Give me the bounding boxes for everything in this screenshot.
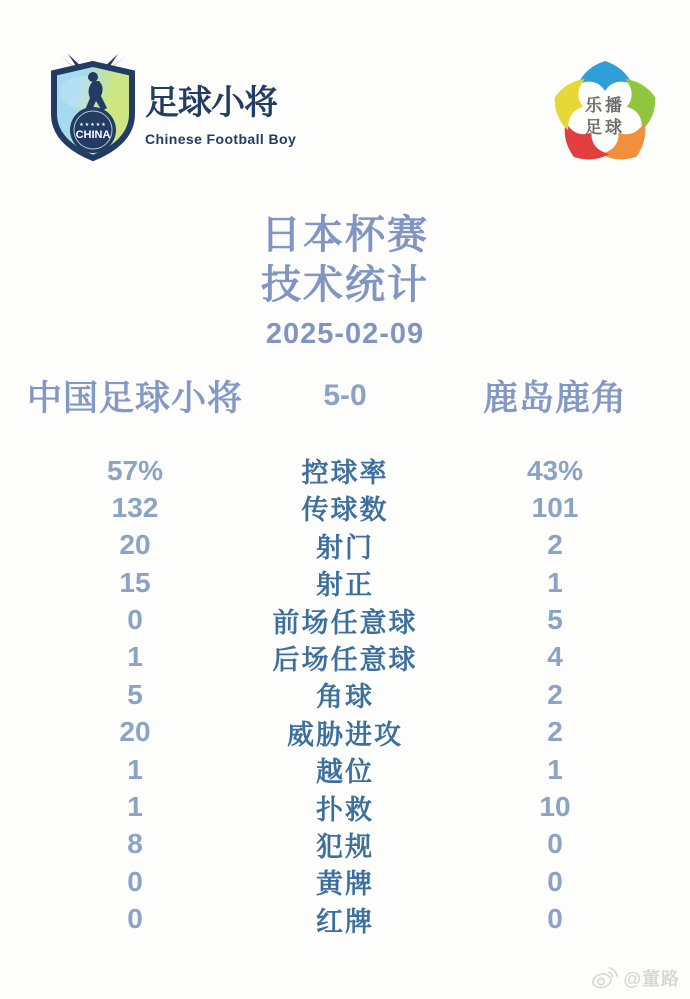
lebo-football-logo	[544, 53, 666, 175]
stat-row	[0, 526, 690, 563]
lebo-petals	[546, 61, 663, 173]
away-value: 2	[547, 716, 563, 748]
watermark-text: @董路	[623, 969, 680, 989]
stat-row	[0, 862, 690, 899]
away-value: 0	[547, 828, 563, 860]
stats-table	[0, 451, 690, 937]
match-score: 5-0	[323, 379, 367, 412]
stat-label: 犯规	[316, 831, 374, 862]
stat-label: 扑救	[316, 794, 374, 825]
away-value: 2	[547, 529, 563, 561]
stat-row	[0, 900, 690, 937]
home-value: 8	[127, 828, 143, 860]
weibo-icon	[591, 966, 619, 990]
stat-row	[0, 675, 690, 712]
away-value: 0	[547, 865, 563, 897]
home-value: 1	[127, 753, 143, 785]
stat-row	[0, 601, 690, 638]
brand-block	[145, 84, 385, 147]
stat-row	[0, 825, 690, 862]
stat-label: 前场任意球	[272, 607, 418, 638]
home-value: 5	[127, 678, 143, 710]
match-header-row	[0, 371, 690, 421]
match-date: 2025-02-09	[265, 318, 425, 350]
title-block	[0, 210, 690, 351]
away-value: 0	[547, 903, 563, 935]
page-title-line2: 技术统计	[261, 263, 429, 307]
away-value: 43%	[526, 454, 584, 486]
brand-title: 足球小将	[145, 84, 277, 122]
away-value: 2	[547, 678, 563, 710]
stat-label: 射门	[316, 532, 374, 563]
stat-row	[0, 451, 690, 488]
away-team-name: 鹿岛鹿角	[482, 379, 627, 418]
stat-row	[0, 563, 690, 600]
away-value: 4	[547, 641, 563, 673]
stat-label: 传球数	[301, 495, 389, 526]
home-value: 0	[127, 604, 143, 636]
home-value: 1	[127, 641, 143, 673]
home-value: 20	[119, 716, 151, 748]
home-value: 15	[119, 566, 151, 598]
lebo-text-line2: 足球	[585, 118, 625, 137]
away-value: 1	[547, 753, 563, 785]
home-value: 57%	[106, 454, 164, 486]
stat-row	[0, 750, 690, 787]
cfb-shield-logo	[46, 50, 140, 162]
home-value: 20	[119, 529, 151, 561]
brand-subtitle: Chinese Football Boy	[145, 131, 297, 147]
home-value: 0	[127, 903, 143, 935]
page-title-line1: 日本杯赛	[261, 213, 429, 257]
away-value: 10	[539, 791, 571, 823]
home-value: 132	[111, 491, 159, 523]
home-team-name: 中国足球小将	[26, 379, 243, 418]
stat-row	[0, 488, 690, 525]
header	[0, 0, 690, 205]
stat-label: 越位	[316, 757, 374, 788]
lebo-text-line1: 乐播	[585, 96, 625, 115]
stat-row	[0, 713, 690, 750]
china-stars: ★★★★★	[79, 122, 107, 128]
china-badge-text: CHINA	[75, 129, 111, 141]
home-value: 0	[127, 865, 143, 897]
stat-label: 红牌	[316, 906, 374, 937]
stat-row	[0, 638, 690, 675]
stat-label: 控球率	[301, 458, 389, 488]
weibo-watermark	[591, 965, 680, 991]
away-value: 1	[547, 566, 563, 598]
stat-label: 射正	[316, 570, 374, 601]
stat-label: 黄牌	[316, 869, 374, 900]
away-value: 5	[547, 604, 563, 636]
away-value: 101	[531, 491, 579, 523]
home-value: 1	[127, 791, 143, 823]
stat-label: 威胁进攻	[287, 719, 403, 750]
stat-row	[0, 788, 690, 825]
stat-label: 角球	[316, 682, 374, 713]
stat-label: 后场任意球	[272, 644, 418, 675]
